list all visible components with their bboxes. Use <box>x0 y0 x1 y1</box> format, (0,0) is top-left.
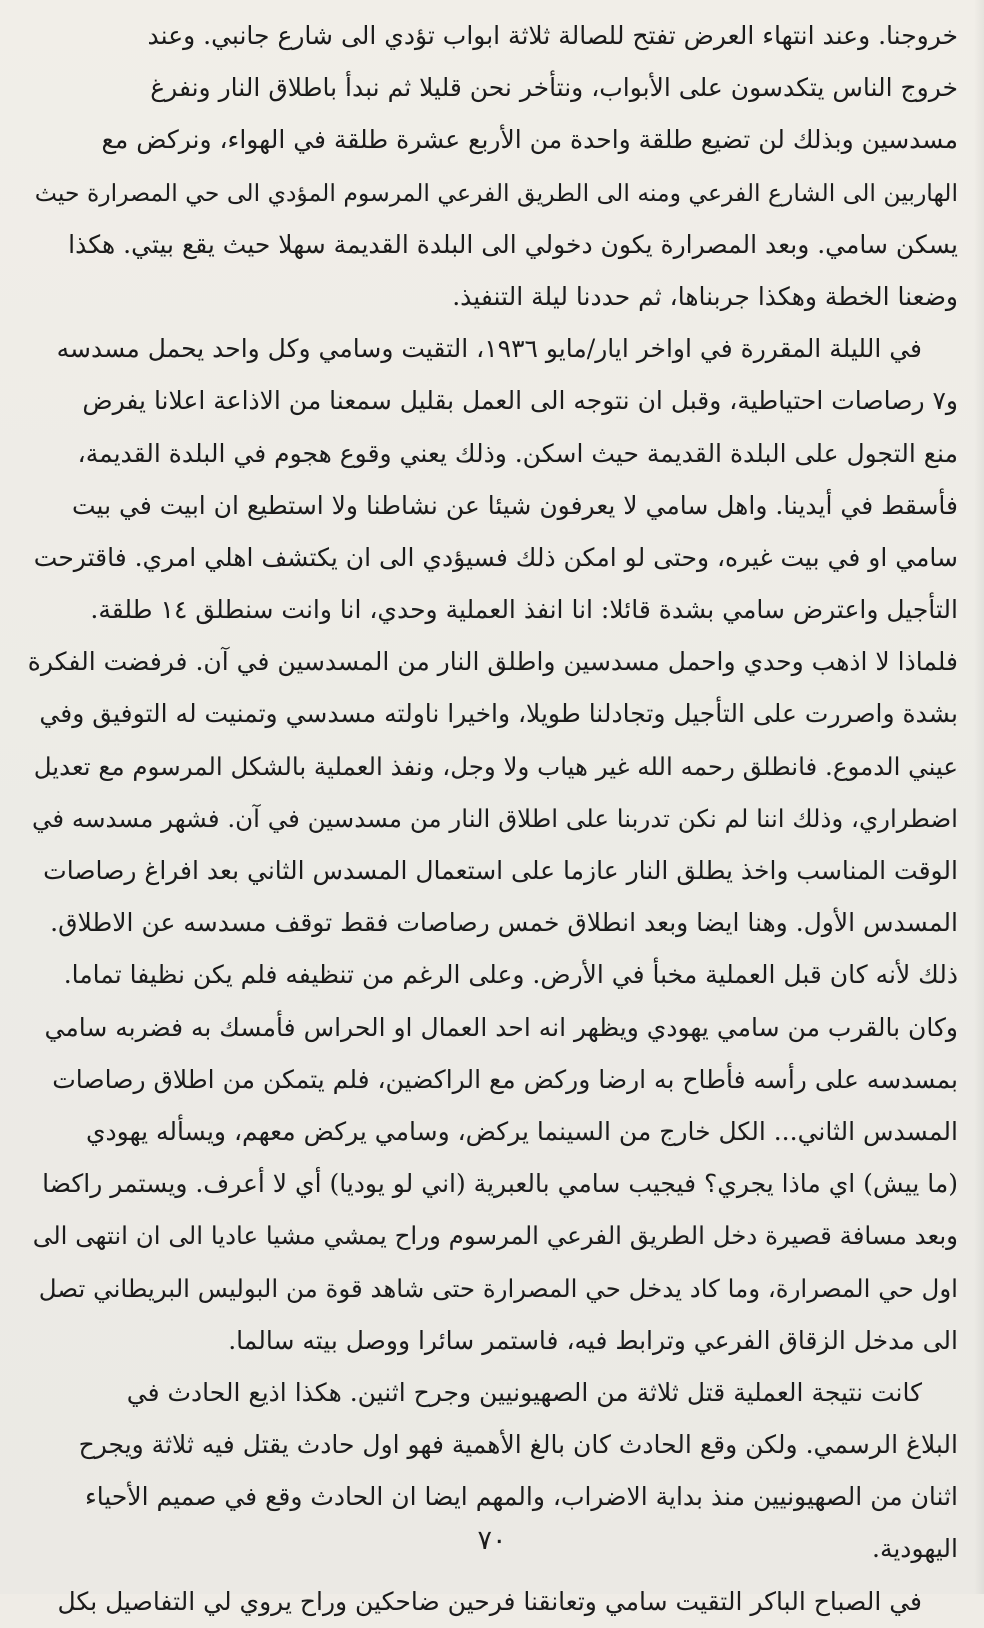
text-line: وكان بالقرب من سامي يهودي ويظهر انه احد العمال او الحراس فأمسك به فضربه سامي <box>44 1012 958 1042</box>
text-line: يسكن سامي. وبعد المصرارة يكون دخولي الى البلدة القديمة سهلا حيث يقع بيتي. هكذا <box>68 229 958 259</box>
page-edge-shadow <box>974 0 984 1594</box>
paragraph-start-line: في الصباح الباكر التقيت سامي وتعانقنا فرحين ضاحكين وراح يروي لي التفاصيل بكل <box>57 1586 922 1616</box>
text-line: البلاغ الرسمي. ولكن وقع الحادث كان بالغ الأهمية فهو اول حادث يقتل فيه ثلاثة ويجرح <box>78 1430 958 1460</box>
text-line: اول حي المصرارة، وما كاد يدخل حي المصرارة حتى شاهد قوة من البوليس البريطاني تصل <box>38 1273 958 1303</box>
text-line: ذلك لأنه كان قبل العملية مخبأ في الأرض. وعلى الرغم من تنظيفه فلم يكن نظيفا تماما. <box>63 960 958 990</box>
text-line: عيني الدموع. فانطلق رحمه الله غير هياب ولا وجل، ونفذ العملية بالشكل المرسوم مع تعديل <box>33 751 958 781</box>
text-line: فأسقط في أيدينا. واهل سامي لا يعرفون شيئا عن نشاطنا ولا استطيع ان ابيت في بيت <box>72 490 958 520</box>
text-line: وبعد مسافة قصيرة دخل الطريق الفرعي المرسوم وراح يمشي مشيا عاديا الى ان انتهى الى <box>32 1221 958 1251</box>
text-line: بشدة واصررت على التأجيل وتجادلنا طويلا، واخيرا ناولته مسدسي وتمنيت له التوفيق وفي <box>39 699 958 729</box>
paragraph-start-line: كانت نتيجة العملية قتل ثلاثة من الصهيونيين وجرح اثنين. هكذا اذيع الحادث في <box>126 1377 922 1407</box>
text-line: فلماذا لا اذهب وحدي واحمل مسدسين واطلق النار من المسدسين في آن. فرفضت الفكرة <box>27 647 958 677</box>
text-line: الوقت المناسب واخذ يطلق النار عازما على استعمال المسدس الثاني بعد افراغ رصاصات <box>43 856 958 885</box>
text-line: المسدس الأول. وهنا ايضا وبعد انطلاق خمس رصاصات فقط توقف مسدسه عن الاطلاق. <box>50 908 958 938</box>
text-line: خروجنا. وعند انتهاء العرض تفتح للصالة ثلاثة ابواب تؤدي الى شارع جانبي. وعند <box>147 21 958 50</box>
text-line: (ما ييش) اي ماذا يجري؟ فيجيب سامي بالعبرية (اني لو يوديا) أي لا أعرف. ويستمر راكضا <box>42 1169 958 1199</box>
body-text <box>28 10 958 1628</box>
text-line: اثنان من الصهيونيين منذ بداية الاضراب، والمهم ايضا ان الحادث وقع في صميم الأحياء <box>85 1482 958 1512</box>
text-line: بمسدسه على رأسه فأطاح به ارضا وركض مع الراكضين، فلم يتمكن من اطلاق رصاصات <box>52 1064 958 1094</box>
paragraph-start-line: في الليلة المقررة في اواخر ايار/مايو ١٩٣٦، التقيت وسامي وكل واحد يحمل مسدسه <box>56 334 922 364</box>
text-line: و٧ رصاصات احتياطية، وقبل ان نتوجه الى العمل بقليل سمعنا من الاذاعة اعلانا يفرض <box>82 386 958 416</box>
page-number: ٧٠ <box>477 1525 507 1556</box>
text-line: مسدسين وبذلك لن تضيع طلقة واحدة من الأربع عشرة طلقة في الهواء، ونركض مع <box>101 125 958 155</box>
text-line: خروج الناس يتكدسون على الأبواب، ونتأخر نحن قليلا ثم نبدأ باطلاق النار ونفرغ <box>150 73 958 103</box>
text-line: اضطراري، وذلك اننا لم نكن تدربنا على اطلاق النار من مسدسين في آن. فشهر مسدسه في <box>31 803 958 833</box>
text-line: الهاربين الى الشارع الفرعي ومنه الى الطريق الفرعي المرسوم المؤدي الى حي المصرارة حيث <box>34 178 958 207</box>
text-line: المسدس الثاني... الكل خارج من السينما يركض، وسامي يركض معهم، ويسأله يهودي <box>85 1116 958 1146</box>
text-line: وضعنا الخطة وهكذا جربناها، ثم حددنا ليلة التنفيذ. <box>452 281 958 311</box>
text-line: منع التجول على البلدة القديمة حيث اسكن. وذلك يعني وقوع هجوم في البلدة القديمة، <box>77 438 958 468</box>
text-line: الى مدخل الزقاق الفرعي وترابط فيه، فاستمر سائرا ووصل بيته سالما. <box>228 1325 958 1355</box>
text-line: التأجيل واعترض سامي بشدة قائلا: انا انفذ العملية وحدي، انا وانت سنطلق ١٤ طلقة. <box>90 595 958 625</box>
text-line: اليهودية. <box>872 1534 958 1564</box>
text-line: سامي او في بيت غيره، وحتى لو امكن ذلك فسيؤدي الى ان يكتشف اهلي امري. فاقترحت <box>33 542 958 572</box>
